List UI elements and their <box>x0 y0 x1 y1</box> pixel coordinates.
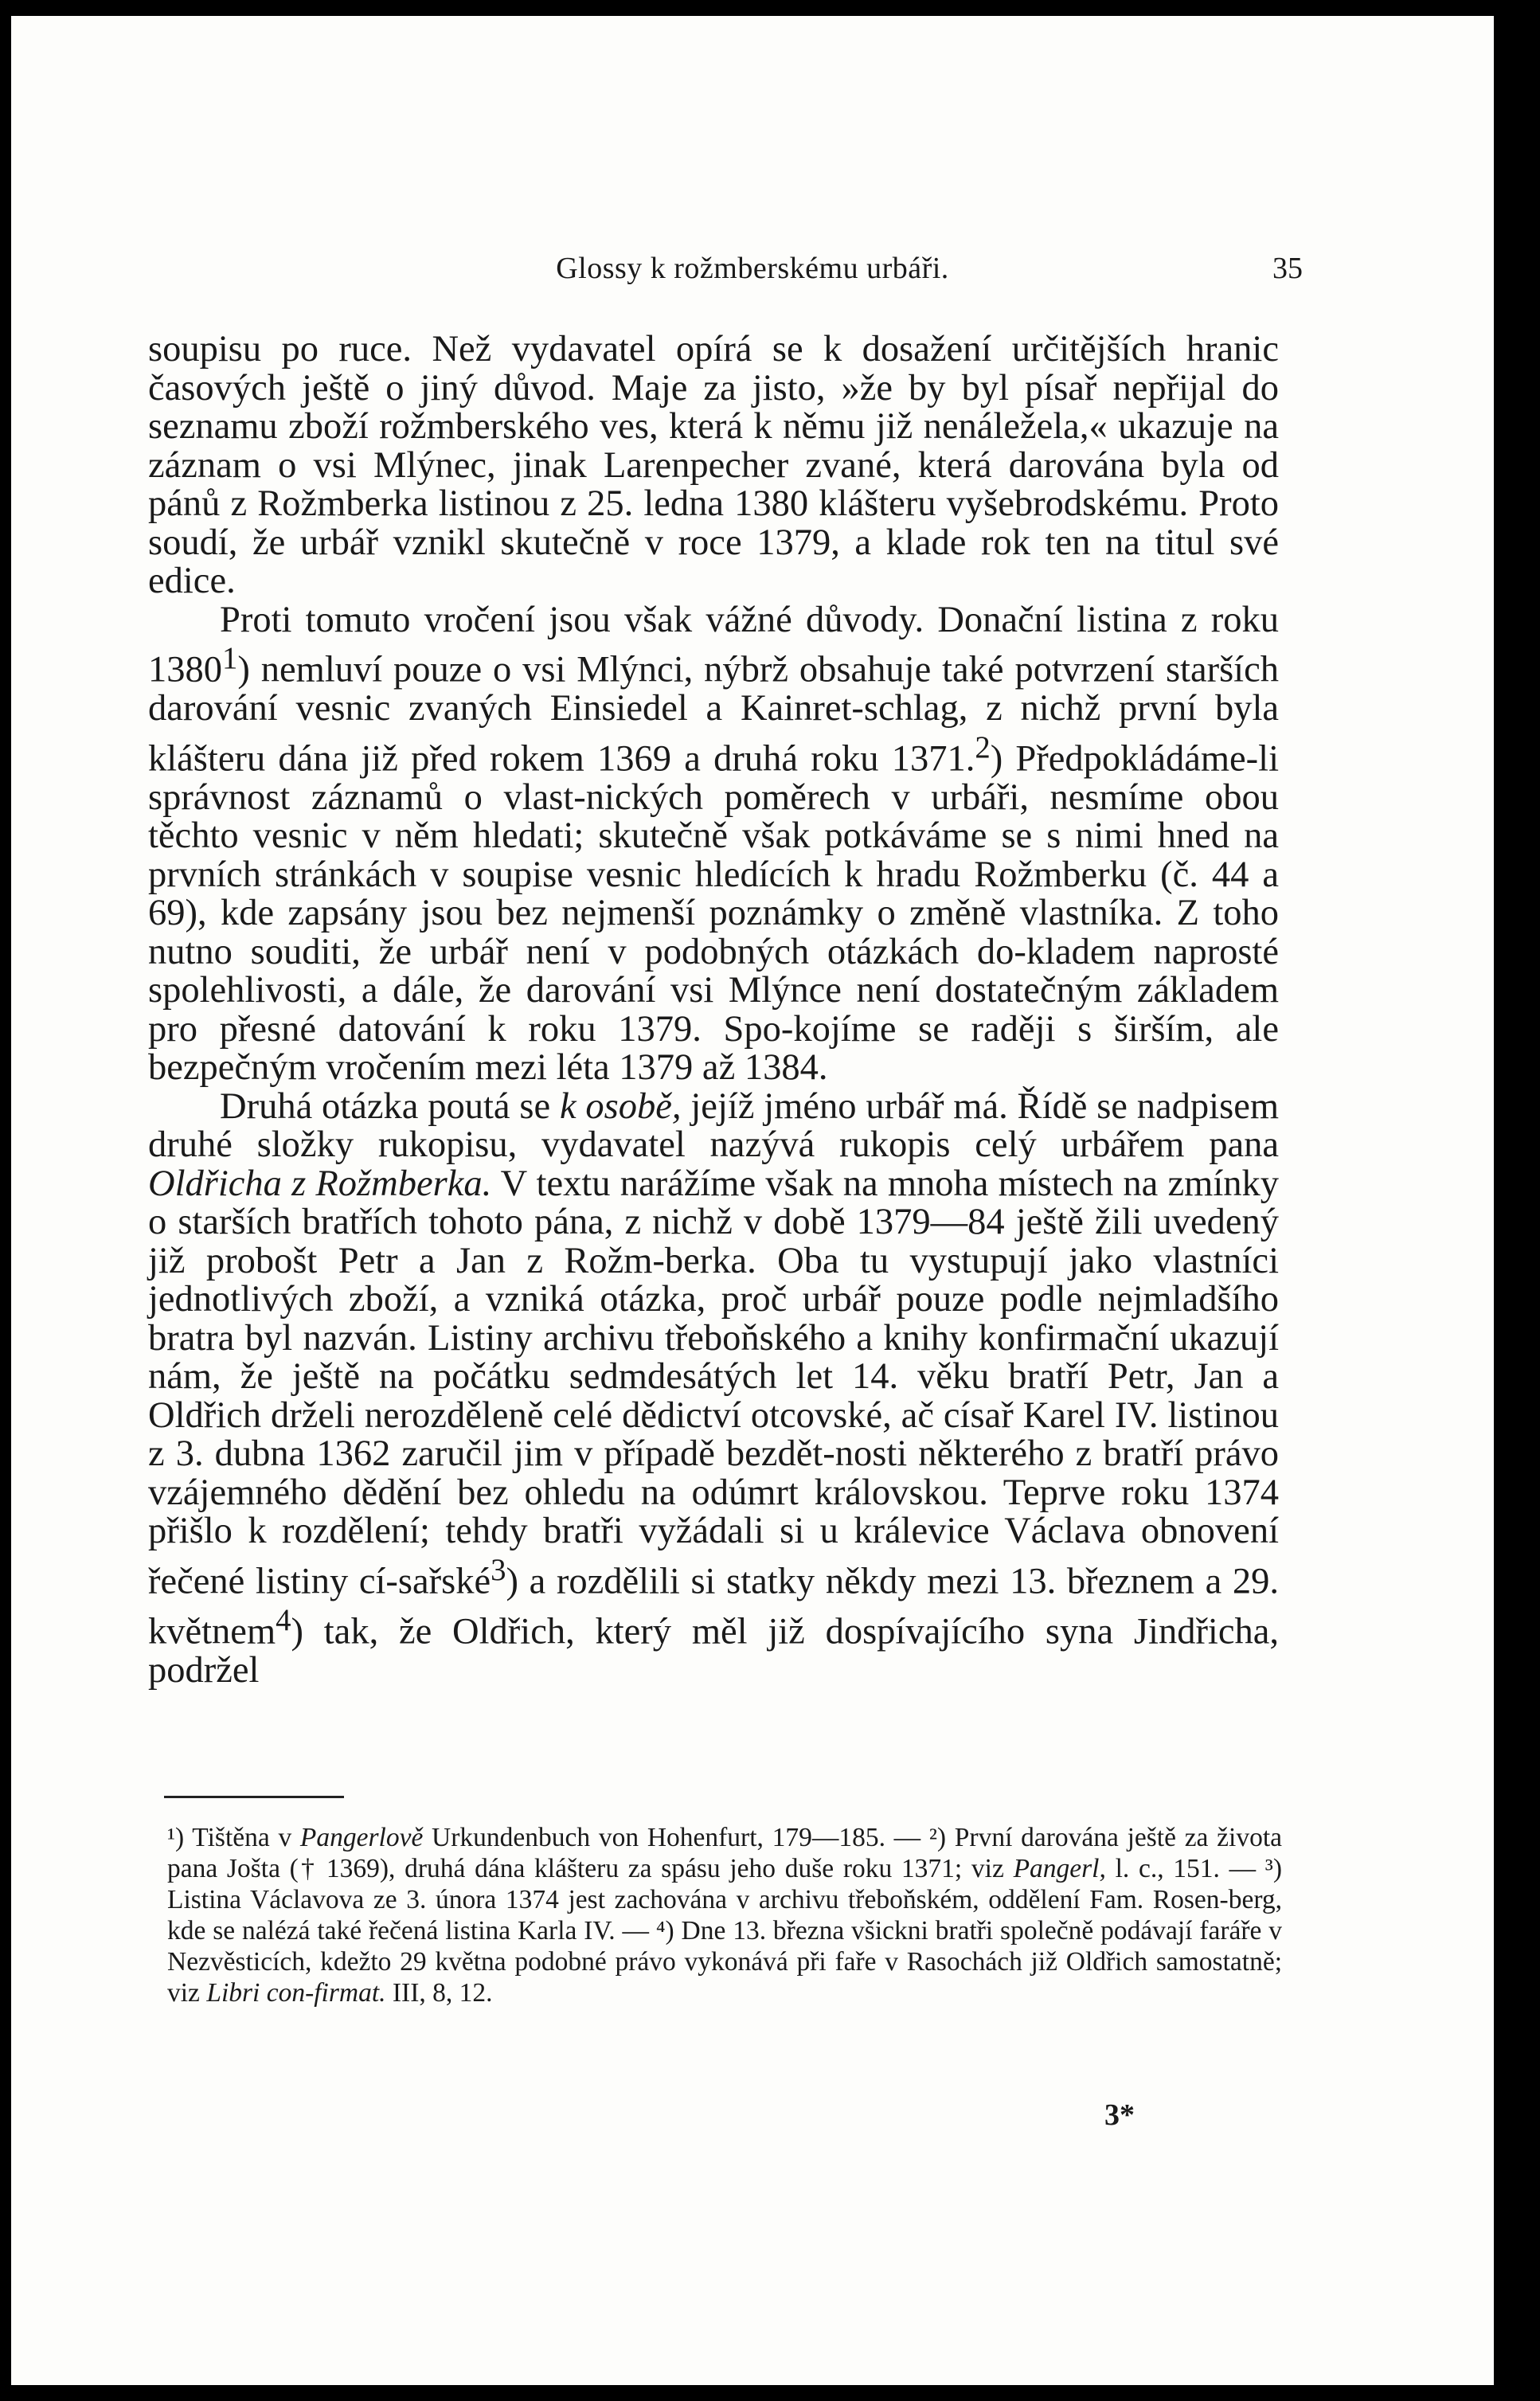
paragraph-2: Proti tomuto vročení jsou však vážné důvody. Donační listina z roku 1380$^1$) nemluví pouze o vsi Mlýnci, nýbrž obsahuje také potvrzení starších darování vesnic zvaných Einsiedel a Kainret-schlag, z nichž první byla klášteru dána již před rokem 1369 a druhá roku 1371.$^2$) Předpokládáme-li správnost záznamů o vlast-nických poměrech v urbáři, nesmíme obou těchto vesnic v něm hledati; skutečně však potkáváme se s nimi hned na prvních stránkách v soupise vesnic hledících k hradu Rožmberku (č. 44 a 69), kde zapsány jsou bez nejmenší poznámky o změně vlastníka. Z toho nutno souditi, že urbář není v podobných otázkách do-kladem naprosté spolehlivosti, a dále, že darování vsi Mlýnce není dostatečným základem pro přesné datování k roku 1379. Spo-kojíme se raději s širším, ale bezpečným vročením mezi léta 1379 až 1384. <box>148 599 1279 1088</box>
footnote-3-mark: ³) <box>1264 1854 1282 1883</box>
running-title: Glossy k rožmberskému urbáři. <box>556 252 949 285</box>
body-text <box>148 330 1279 1690</box>
footnote-divider <box>164 1796 344 1798</box>
page-number: 35 <box>1272 252 1303 285</box>
sheet-signature: 3* <box>1104 2098 1135 2132</box>
emphasis-oldricha: Oldřicha z Rožmberka. <box>148 1163 492 1204</box>
paragraph-1: soupisu po ruce. Než vydavatel opírá se k dosažení určitějších hranic časových ještě o jiný důvod. Maje za jisto, »že by byl písař nepřijal do seznamu zboží rožmberského ves, která k němu již nenáležela,« ukazuje na záznam o vsi Mlýnec, jinak Larenpecher zvané, která darována byla od pánů z Rožmberka listinou z 25. ledna 1380 klášteru vyšebrodskému. Proto soudí, že urbář vznikl skutečně v roce 1379, a klade rok ten na titul své edice. <box>148 329 1279 601</box>
paragraph-3: Druhá otázka poutá se k osobě, jejíž jméno urbář má. Řídě se nadpisem druhé složky rukopisu, vydavatel nazývá rukopis celý urbářem pana Oldřicha z Rožmberka. V textu narážíme však na mnoha místech na zmínky o starších bratřích tohoto pána, z nichž v době 1379—84 ještě žili uvedený již probošt Petr a Jan z Rožm-berka. Oba tu vystupují jako vlastníci jednotlivých zboží, a vzniká otázka, proč urbář pouze podle nejmladšího bratra byl nazván. Listiny archivu třeboňského a knihy konfirmační ukazují nám, že ještě na počátku sedmdesátých let 14. věku bratří Petr, Jan a Oldřich drželi nerozděleně celé dědictví otcovské, ač císař Karel IV. listinou z 3. dubna 1362 zaručil jim v případě bezdět-nosti některého z bratří právo vzájemného dědění bez ohledu na odúmrt královskou. Teprve roku 1374 přišlo k rozdělení; tehdy bratři vyžádali si u králevice Václava obnovení řečené listiny cí-sařské$^3$) a rozdělili si statky někdy mezi 13. březnem a 29. květnem$^4$) tak, že Oldřich, který měl již dospívajícího syna Jindřicha, podržel <box>148 1085 1280 1691</box>
page-header <box>11 251 1494 299</box>
footnote-1-mark: ¹) <box>167 1823 185 1852</box>
footnote-ref-3: 3 <box>491 1552 506 1587</box>
footnote-ref-1: 1 <box>222 641 238 675</box>
footnotes <box>167 1822 1282 2008</box>
page <box>11 16 1494 2385</box>
emphasis-k-osobe: k osobě, <box>559 1085 682 1127</box>
footnote-ref-2: 2 <box>975 729 991 764</box>
footnote-2-mark: ²) <box>928 1823 947 1852</box>
footnote-text: ¹) Tištěna v Pangerlově Urkundenbuch von Hohenfurt, 179—185. — ²) První darována ještě za života pana Jošta († 1369), druhá dána klášteru za spásu jeho duše roku 1371; viz Pangerl, l. c., 151. — ³) Listina Václavova ze 3. února 1374 jest zachována v archivu třeboňském, oddělení Fam. Rosen-berg, kde se nalézá také řečená listina Karla IV. — ⁴) Dne 13. března všickni bratři společně podávají faráře v Nezvěsticích, kdežto 29 května podobné právo vykonává při faře v Rasochách již Oldřich samostatně; viz Libri con-firmat. III, 8, 12. <box>167 1823 1282 2008</box>
footnote-4-mark: ⁴) <box>655 1916 674 1945</box>
footnote-ref-4: 4 <box>276 1602 291 1637</box>
